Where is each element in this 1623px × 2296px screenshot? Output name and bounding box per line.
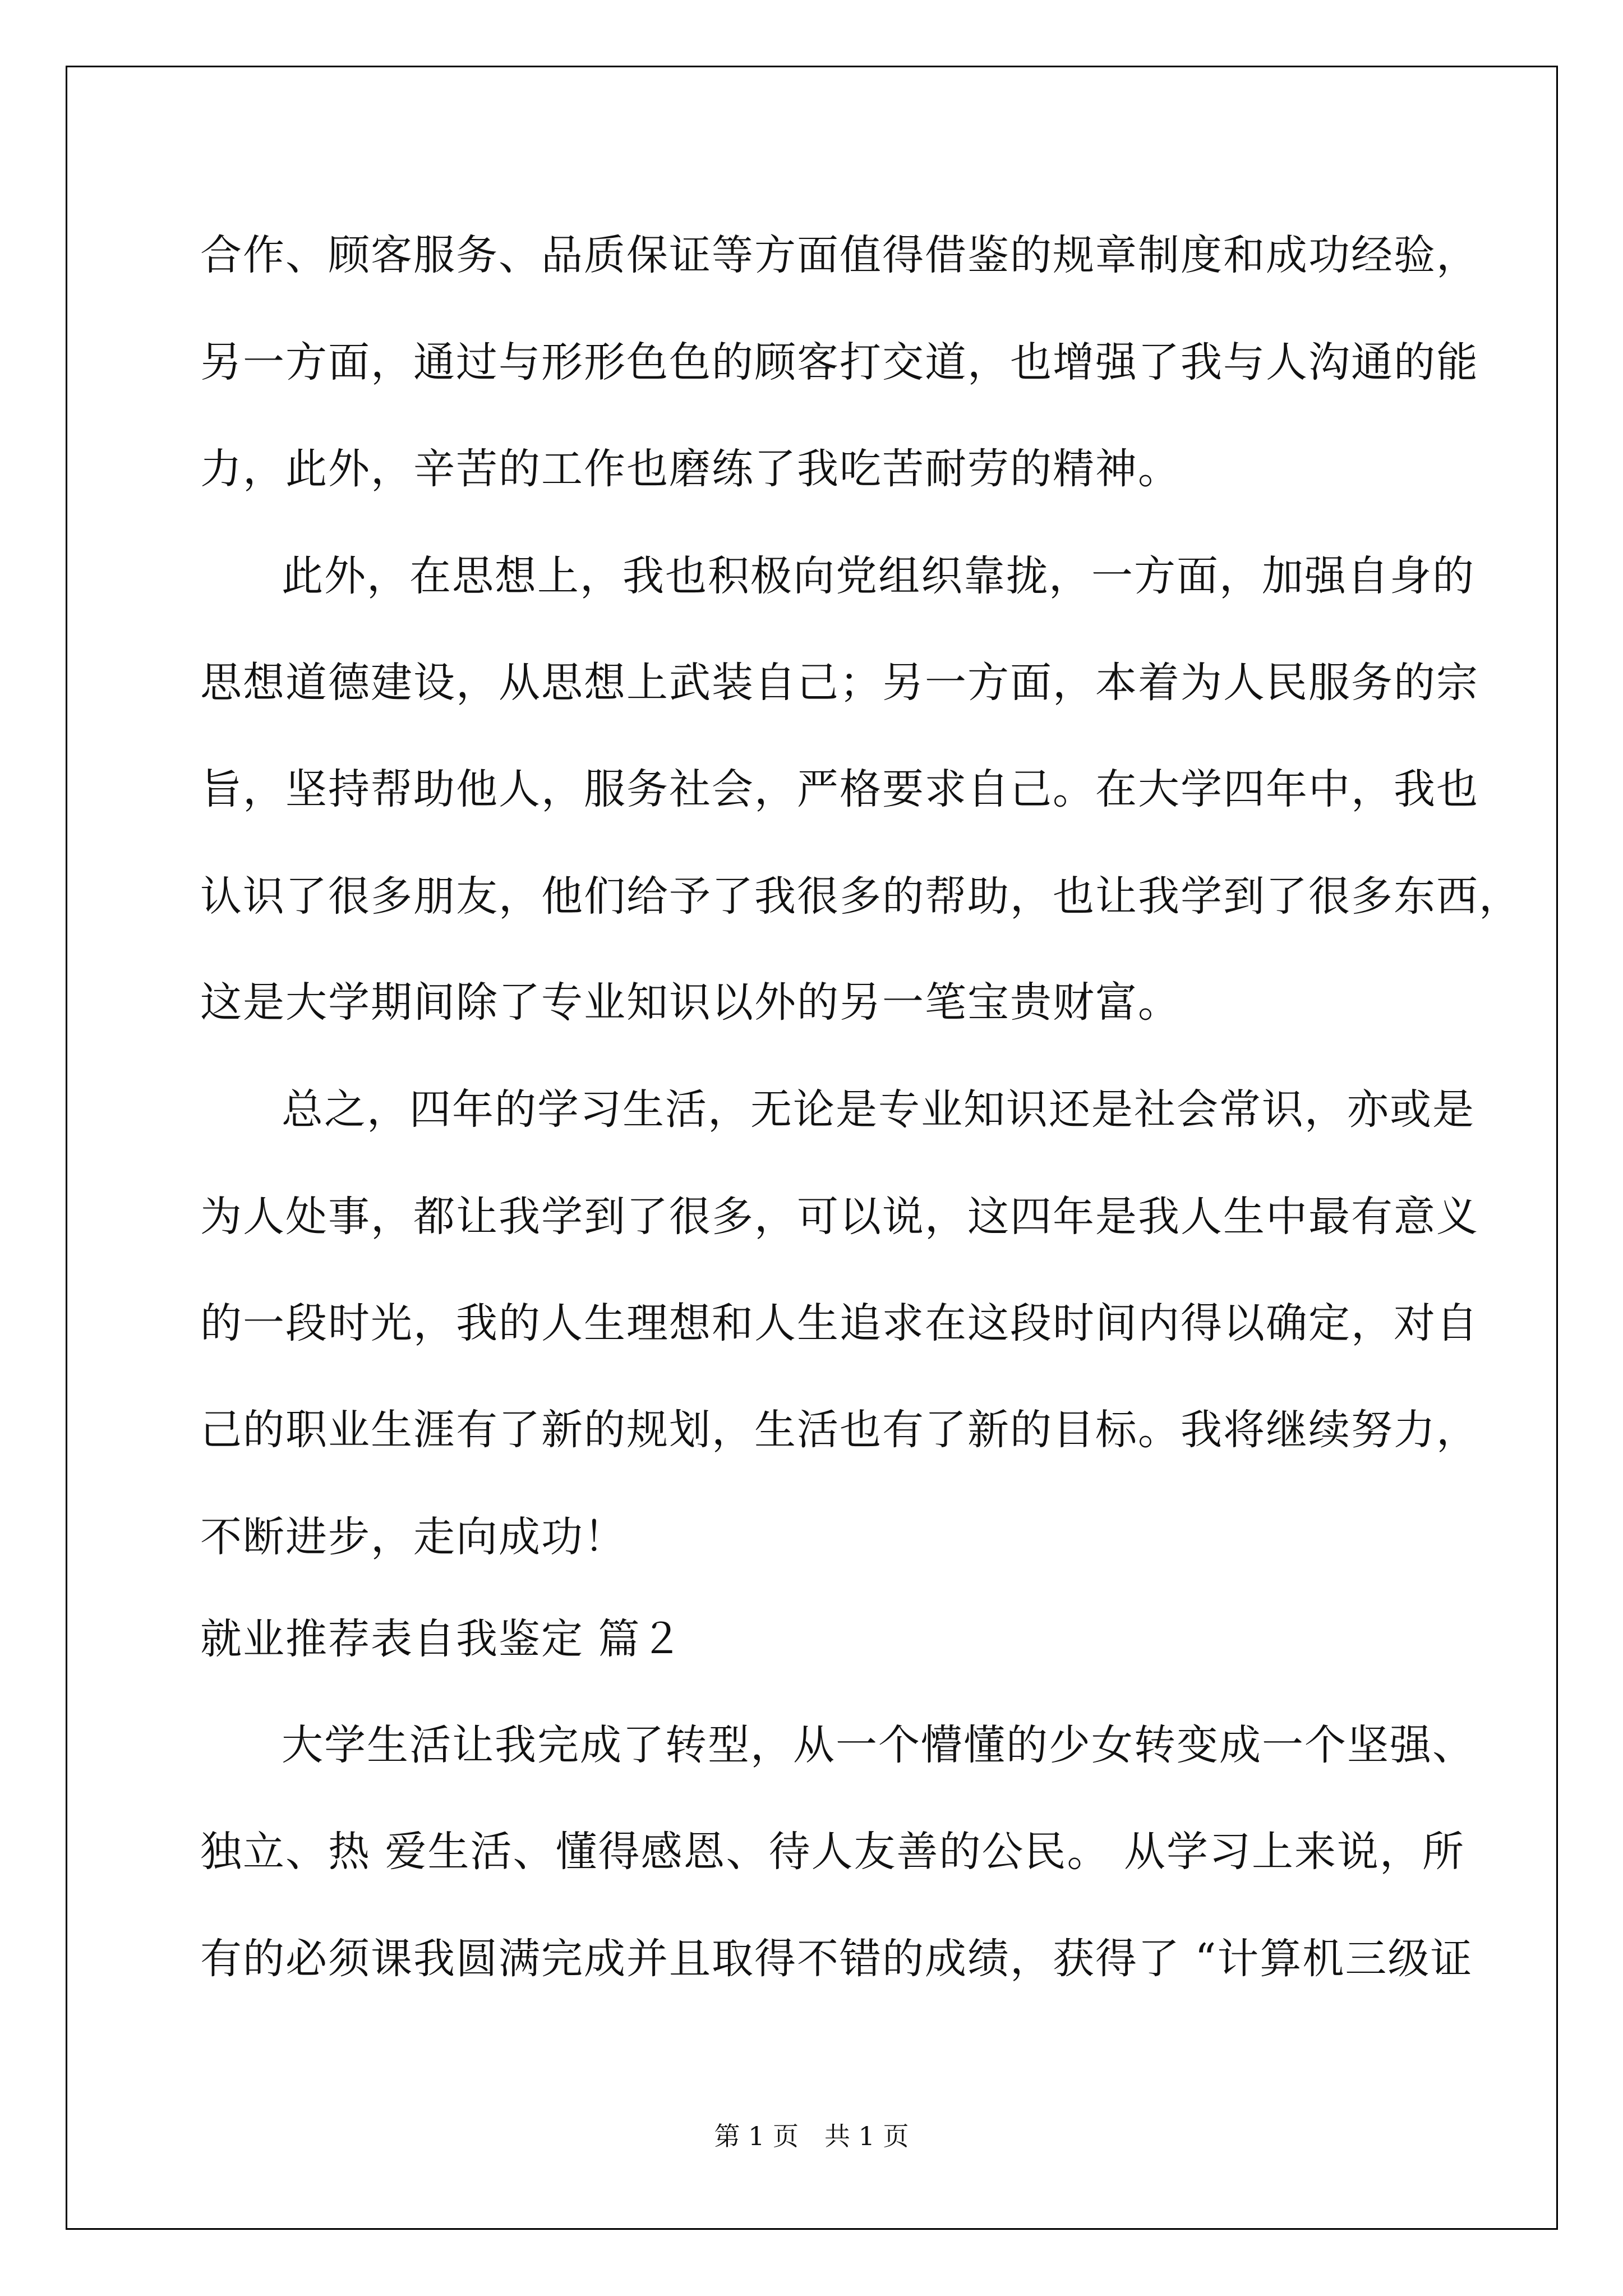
text-line: 独立、热 爱生活、懂得感恩、待人友善的公民。 从学习上来说，所 [200, 1828, 1465, 1876]
text-line: 认识了很多朋友，他们给予了我很多的帮助，也让我学到了很多东西， [200, 872, 1521, 921]
text-line: 己的职业生涯有了新的规划，生活也有了新的目标。我将继续努力， [200, 1406, 1479, 1454]
paragraph-start-line: 总之，四年的学习生活，无论是专业知识还是社会常识，亦或是 [282, 1085, 1475, 1134]
text-line: 有的必须课我圆满完成并且取得不错的成绩，获得了 “计算机三级证 [200, 1935, 1473, 1983]
text-line: 思想道德建设，从思想上武装自己；另一方面，本着为人民服务的宗 [200, 659, 1479, 707]
text-line: 合作、顾客服务、品质保证等方面值得借鉴的规章制度和成功经验， [200, 231, 1479, 279]
text-line: 不断进步，走向成功！ [200, 1513, 626, 1561]
paragraph-start-line: 此外，在思想上，我也积极向党组织靠拢，一方面，加强自身的 [282, 552, 1475, 600]
text-line: 旨，坚持帮助他人，服务社会，严格要求自己。在大学四年中，我也 [200, 765, 1479, 813]
section-heading: 就业推荐表自我鉴定 篇２ [200, 1615, 684, 1663]
page-number-footer: 第 1 页 共 1 页 [714, 2121, 909, 2151]
text-line: 力，此外，辛苦的工作也磨练了我吃苦耐劳的精神。 [200, 445, 1181, 493]
text-line: 的一段时光，我的人生理想和人生追求在这段时间内得以确定，对自 [200, 1299, 1479, 1347]
text-line: 为人处事，都让我学到了很多，可以说，这四年是我人生中最有意义 [200, 1193, 1479, 1241]
text-line: 这是大学期间除了专业知识以外的另一笔宝贵财富。 [200, 978, 1181, 1027]
text-line: 另一方面，通过与形形色色的顾客打交道，也增强了我与人沟通的能 [200, 338, 1479, 386]
paragraph-start-line: 大学生活让我完成了转型，从一个懵懂的少女转变成一个坚强、 [282, 1721, 1475, 1769]
